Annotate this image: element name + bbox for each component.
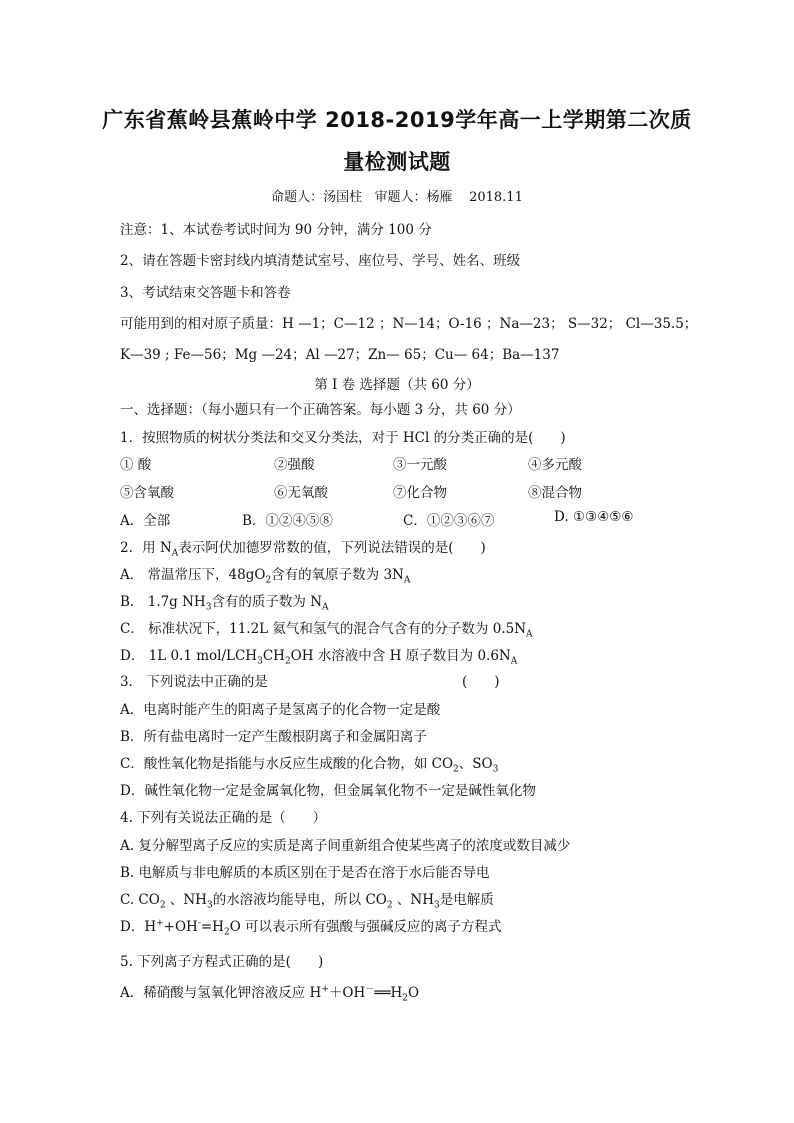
note-1: 注意：1、本试卷考试时间为 90 分钟，满分 100 分: [120, 222, 432, 238]
q3-answer-paren: ( ): [462, 674, 500, 690]
atomic-masses-line2: K—39 ; Fe—56；Mg —24；Al —27；Zn— 65；Cu— 64；Ba—137: [120, 347, 560, 363]
q1-item-5: ⑤含氧酸: [120, 485, 174, 501]
q5-option-a: A．稀硝酸与氢氧化钾溶液反应 $H^++OH^-══H_2O$: [120, 984, 420, 1004]
q3-option-c: C．酸性氧化物是指能与水反应生成酸的化合物，如 $CO_2$、$SO_3$: [120, 756, 499, 775]
q4-option-d: D．$H^++OH^-=H_2O$ 可以表示所有强酸与强碱反应的离子方程式: [120, 918, 502, 938]
q5-stem: 5. 下列离子方程式正确的是( ): [120, 954, 324, 970]
q4-option-c: C. $CO_2$ 、$NH_3$的水溶液均能导电，所以 $CO_2$ 、$NH_3$是电解质: [120, 892, 494, 911]
q2-option-a: A． 常温常压下，$48gO_2$含有的氧原子数为 $3N_A$: [120, 567, 411, 586]
q4-option-b: B. 电解质与非电解质的本质区别在于是否在溶于水后能否导电: [120, 865, 490, 881]
q1-item-6: ⑥无氧酸: [274, 485, 328, 501]
q1-item-3: ③一元酸: [393, 457, 447, 473]
q1-item-8: ⑧混合物: [528, 485, 582, 501]
exam-title-line2: 量检测试题: [343, 150, 451, 174]
q1-option-a: A．全部: [120, 513, 171, 529]
section-instructions: 一、选择题：（每小题只有一个正确答案。每小题 3 分，共 60 分）: [120, 402, 521, 418]
q1-item-4: ④多元酸: [528, 457, 582, 473]
exam-title-line1: 广东省蕉岭县蕉岭中学 2018-2019学年高一上学期第二次质: [102, 108, 692, 132]
q1-option-c: C．①②③⑥⑦: [403, 513, 495, 529]
atomic-masses-line1: 可能用到的相对原子质量：H —1；C—12 ；N—14；O-16 ；Na—23； S—32； Cl—35.5；: [120, 316, 698, 332]
authors-line: 命题人：汤国柱 审题人：杨雁 2018.11: [271, 190, 523, 205]
q3-option-a: A．电离时能产生的阳离子是氢离子的化合物一定是酸: [120, 702, 441, 718]
q1-item-1: ① 酸: [120, 457, 152, 473]
q4-option-a: A. 复分解型离子反应的实质是离子间重新组合使某些离子的浓度或数目减少: [120, 838, 571, 854]
section-title: 第 I 卷 选择题（共 60 分）: [314, 377, 480, 393]
q2-stem: 2．用 $N_A$表示阿伏加德罗常数的值，下列说法错误的是( ): [120, 540, 486, 559]
q3-stem: 3． 下列说法中正确的是: [120, 674, 268, 690]
q1-option-b: B．①②④⑤⑧: [242, 513, 333, 529]
q2-option-b: B． 1.7g $NH_3$含有的质子数为 $N_A$: [120, 594, 329, 613]
q4-stem: 4. 下列有关说法正确的是（ ）: [120, 810, 327, 826]
q1-stem: 1．按照物质的树状分类法和交叉分类法，对于 HCl 的分类正确的是( ): [120, 430, 566, 446]
note-3: 3、考试结束交答题卡和答卷: [120, 285, 291, 301]
q1-option-d: D. ①③④⑤⑥: [554, 509, 634, 525]
q3-option-b: B．所有盐电离时一定产生酸根阴离子和金属阳离子: [120, 729, 427, 745]
note-2: 2、请在答题卡密封线内填清楚试室号、座位号、学号、姓名、班级: [120, 253, 521, 269]
q2-option-d: D． 1L 0.1 mol/$LCH_3CH_2OH$ 水溶液中含 H 原子数目为 $0.6N_A$: [120, 648, 518, 667]
q1-item-7: ⑦化合物: [393, 485, 447, 501]
q1-item-2: ②强酸: [274, 457, 315, 473]
q3-option-d: D．碱性氧化物一定是金属氧化物，但金属氧化物不一定是碱性氧化物: [120, 783, 536, 799]
q2-option-c: C． 标准状况下，11.2L 氦气和氢气的混合气含有的分子数为 $0.5N_A$: [120, 621, 533, 640]
